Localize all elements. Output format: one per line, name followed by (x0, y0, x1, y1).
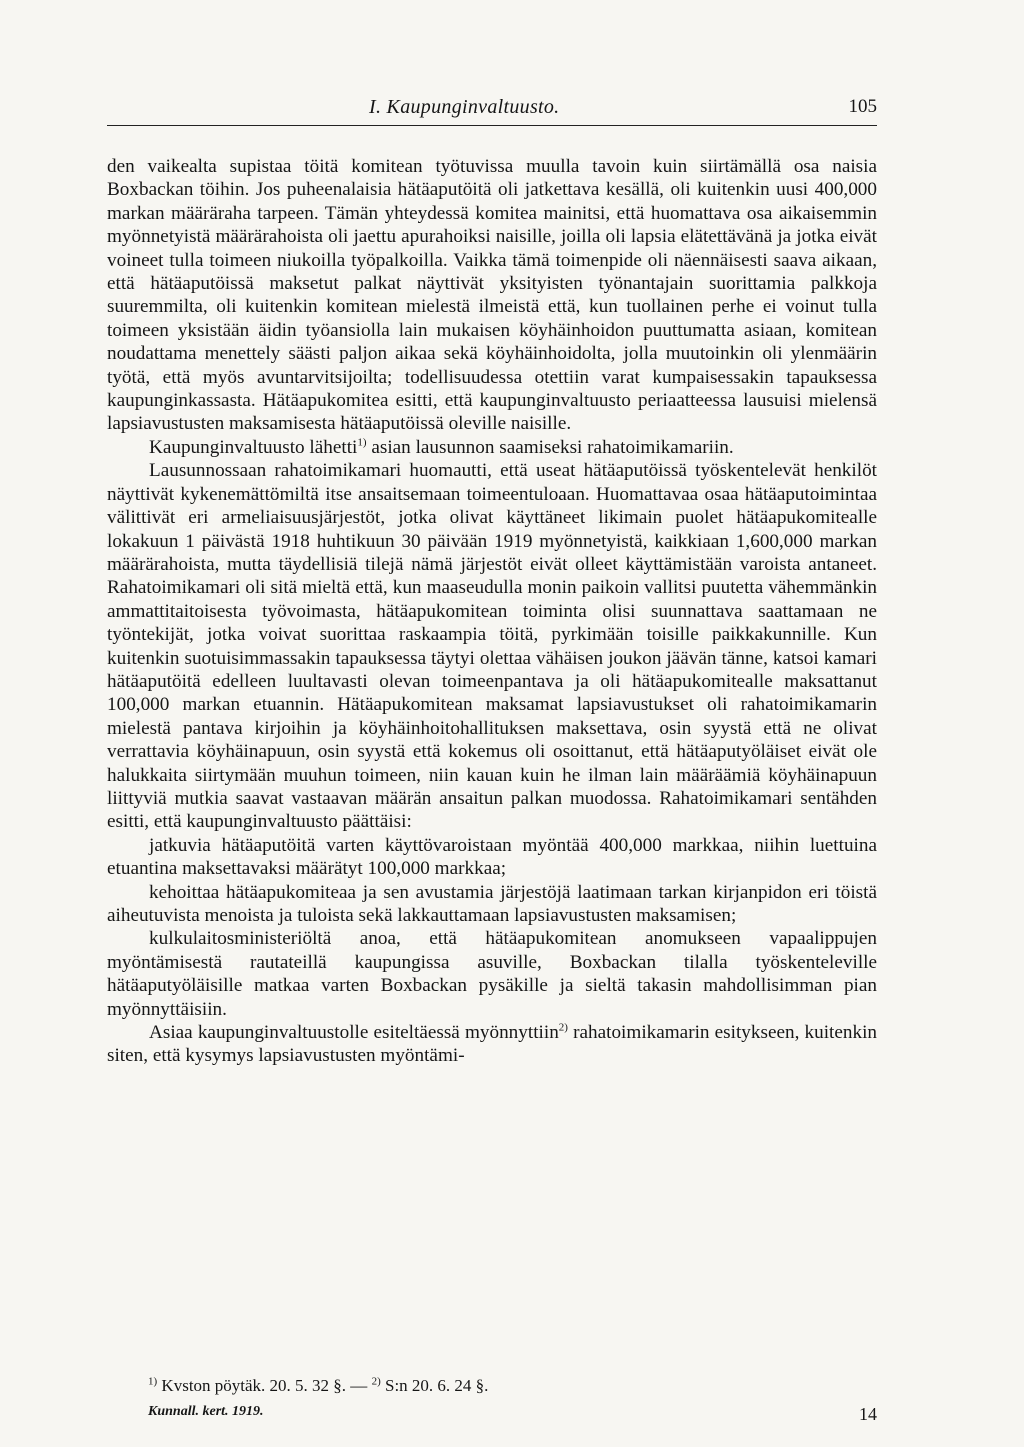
paragraph-text: jatkuvia hätäaputöitä varten käyttövaroistaan myöntää 400,000 markkaa, niihin luettuina etuantina maksettavaksi määrätyt 100,000 markkaa; (107, 834, 877, 880)
paragraph-text: kulkulaitosministeriöltä anoa, että hätäapukomitean anomukseen vapaalippujen myöntämisestä rautateillä kaupungissa asuville, Boxbackan tilalla työskenteleville hätäaputyöläisille matkaa varten Boxbackan pysäkille ja sieltä takasin mahdollisimman pian myönnyttäisiin. (107, 928, 877, 1020)
paragraph-text: Lausunnossaan rahatoimikamari huomautti, että useat hätäaputöissä työskentelevät henkilöt näyttivät kykenemättömiltä itse ansaitsemaan toimeentuloaan. Huomattavaa osaa hätäaputoimintaa välittivät eri armeliaisuusjärjestöt, jotka olivat käyttäneet likimain puolet hätäapukomitealle lokakuun 1 päivästä 1918 huhtikuun 30 päivään 1919 myönnetyistä, kaikkiaan 1,600,000 markan määrärahoista, mutta täydellisiä tilejä nämä järjestöt eivät olleet käyttämistään varoista antaneet. Rahatoimikamari oli sitä mieltä että, kun maaseudulla monin paikoin vallitsi puutetta vähemmänkin ammattitaitoisesta työvoimasta, hätäapukomitean toiminta olisi suunnattava saattamaan ne työntekijät, jotka voivat suorittaa raskaampia töitä, pyrkimään toisille paikkakunnille. Kun kuitenkin suotuisimmassakin tapauksessa täytyi olettaa vähäisen joukon jäävän tänne, katsoi kamari hätäaputöitä edelleen luultavasti olevan toimeenpantava ja oli hätäapukomitealle maksattanut 100,000 markan etuannin. Hätäapukomitean maksamat lapsiavustukset oli rahatoimikamarin mielestä pantava kirjoihin ja köyhäinhoitohallituksen maksettava, osin syystä että ne olivat verrattavia köyhäinapuun, osin syystä että kokemus oli osoittanut, että hätäaputyöläiset eivät ole halukkaita siirtymään muuhun toimeen, niin kauan kuin he ilman lain määräämiä köyhäinapuun liittyviä mutkia saavat vastaavan määrän ansaitun palkan muodossa. Rahatoimikamari sentähden esitti, että kaupunginvaltuusto päättäisi: (107, 460, 877, 833)
paragraph-text: kehoittaa hätäapukomiteaa ja sen avustamia järjestöjä laatimaan tarkan kirjanpidon eri töistä aiheutuvista menoista ja tuloista sekä lakkauttamaan lapsiavustusten maksamisen; (107, 881, 877, 926)
paragraph (107, 459, 877, 834)
sheet-number: 14 (859, 1404, 877, 1424)
paragraph-text: Kaupunginvaltuusto lähetti (149, 436, 358, 458)
paragraph (107, 1021, 877, 1068)
paragraph (107, 881, 877, 928)
footnote-mark: 1) (148, 1375, 158, 1388)
body-text (107, 155, 877, 1068)
paragraph (107, 834, 877, 881)
paragraph-text: asian lausunnon saamiseksi rahatoimikamariin. (366, 436, 734, 458)
paragraph (107, 436, 877, 459)
running-header (107, 96, 877, 126)
page-number: 105 (848, 96, 877, 117)
paragraph (107, 155, 877, 436)
chapter-title: I. Kaupunginvaltuusto. (369, 96, 560, 118)
footnote-reference: 2) (558, 1021, 568, 1034)
printer-signature: Kunnall. kert. 1919. (148, 1404, 264, 1419)
footnote-mark: 2) (371, 1375, 381, 1388)
footnote-reference: 1) (357, 436, 367, 449)
paragraph (107, 927, 877, 1021)
paragraph-text: Asiaa kaupunginvaltuustolle esiteltäessä myönnyttiin (149, 1022, 559, 1044)
paragraph-text: den vaikealta supistaa töitä komitean työtuvissa muulla tavoin kuin siirtämällä osa naisia Boxbackan töihin. Jos puheenalaisia hätäaputöitä oli jatkettava kesällä, oli kuitenkin uusi 400,000 markan määräraha tarpeen. Tämän yhteydessä komitea mainitsi, että huomattava osa aikaisemmin myönnetyistä määrärahoista oli jaettu apurahoiksi naisille, joilla oli lapsia elätettävänä ja jotka eivät voineet tulla toimeen niukoilla työpalkoilla. Vaikka tämä toimenpide oli näennäisesti saava aikaan, että hätäaputöissä maksetut palkat näyttivät yksityisten työnantajain suorittamia palkkoja suuremmilta, oli kuitenkin komitean mielestä ilmeistä että, kun tuollainen perhe ei voinut tulla toimeen yksistään äidin työansiolla lain mukaisen köyhäinhoidon puuttumatta asiaan, komitean noudattama menettely säästi paljon aikaa sekä köyhäinhoidolta, jolla muutoinkin oli ylenmäärin työtä, että myös avuntarvitsijoilta; todellisuudessa otettiin varat kumpaisessakin tapauksessa kaupunginkassasta. Hätäapukomitea esitti, että kaupunginvaltuusto periaatteessa lausuisi mielensä lapsiavustusten maksamisesta hätäaputöissä oleville naisille. (107, 156, 877, 435)
footnote-text: Kvston pöytäk. 20. 5. 32 §. — (157, 1376, 372, 1395)
header-divider (107, 125, 877, 126)
footnotes (148, 1375, 488, 1397)
paragraph-text: rahatoimikamarin esitykseen, kuitenkin siten, että kysymys lapsiavustusten myöntämi- (107, 1022, 878, 1067)
footnote-text: S:n 20. 6. 24 §. (380, 1376, 489, 1395)
